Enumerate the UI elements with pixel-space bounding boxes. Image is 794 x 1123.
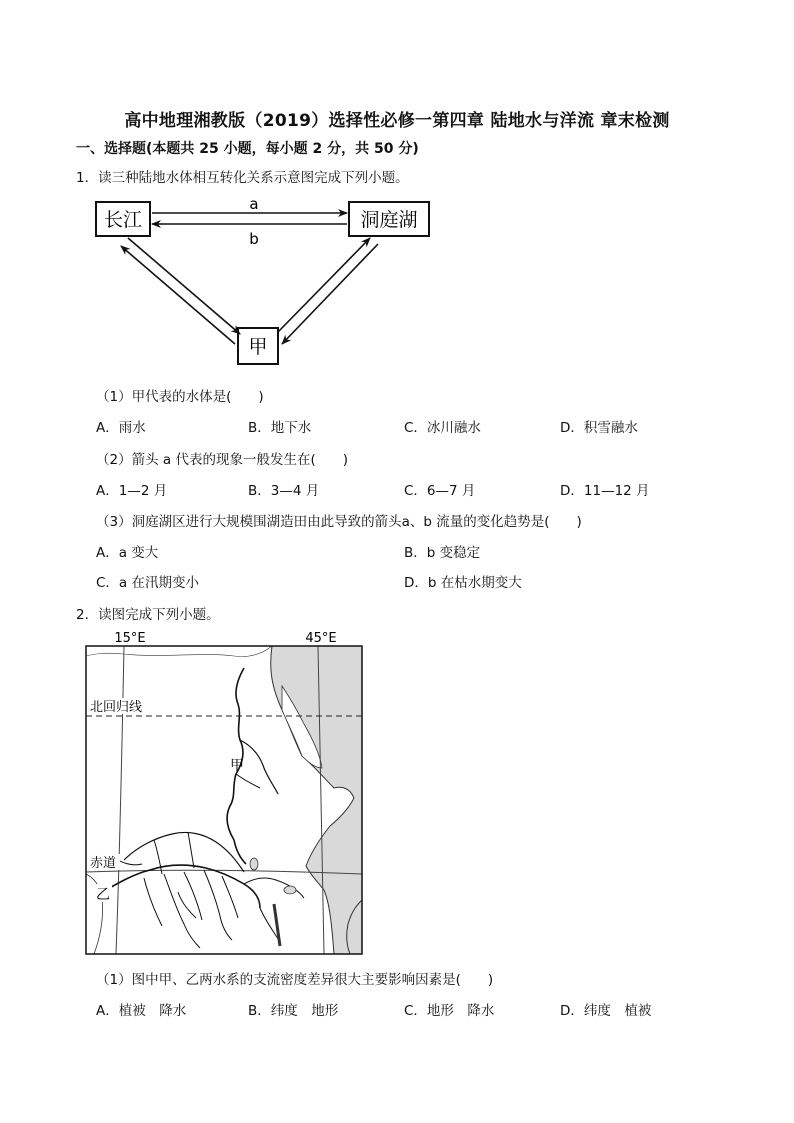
q1-sub1-option-a[interactable]: A．雨水 xyxy=(96,420,146,436)
q1-sub3-option-d[interactable]: D．b 在枯水期变大 xyxy=(404,575,522,591)
q1-sub1-option-b[interactable]: B．地下水 xyxy=(248,420,312,436)
q2-sub1-option-b[interactable]: B．纬度 地形 xyxy=(248,1003,339,1019)
arrow-jia-to-changjiang xyxy=(121,246,235,344)
lon-15e-label: 15°E xyxy=(114,631,146,646)
question-2-stem: 2．读图完成下列小题。 xyxy=(76,607,220,623)
q1-sub1-stem: （1）甲代表的水体是( ) xyxy=(96,389,264,405)
river-jia-label: 甲 xyxy=(230,758,244,774)
arrow-a-label: a xyxy=(249,195,259,213)
question-1-stem: 1．读三种陆地水体相互转化关系示意图完成下列小题。 xyxy=(76,170,409,186)
q2-sub1-option-a[interactable]: A．植被 降水 xyxy=(96,1003,187,1019)
label-changjiang: 长江 xyxy=(103,209,143,231)
q1-sub3-option-a[interactable]: A．a 变大 xyxy=(96,545,159,561)
q1-sub2-option-d[interactable]: D．11—12 月 xyxy=(560,483,650,499)
equator-label: 赤道 xyxy=(90,856,117,871)
q1-sub3-stem: （3）洞庭湖区进行大规模围湖造田由此导致的箭头a、b 流量的变化趋势是( ) xyxy=(96,514,582,530)
label-jia: 甲 xyxy=(248,336,268,358)
section-heading: 一、选择题(本题共 25 小题，每小题 2 分，共 50 分) xyxy=(76,141,419,157)
q1-sub2-stem: （2）箭头 a 代表的现象一般发生在( ) xyxy=(96,452,348,468)
q1-sub2-option-b[interactable]: B．3—4 月 xyxy=(248,483,320,499)
arrow-b-label: b xyxy=(249,230,259,248)
q1-sub1-option-d[interactable]: D．积雪融水 xyxy=(560,420,638,436)
tropic-label: 北回归线 xyxy=(90,700,143,715)
q2-sub1-option-c[interactable]: C．地形 降水 xyxy=(404,1003,495,1019)
q1-sub3-option-c[interactable]: C．a 在汛期变小 xyxy=(96,575,199,591)
lon-45e-label: 45°E xyxy=(305,631,337,646)
arrow-changjiang-to-jia xyxy=(128,238,240,334)
water-transformation-diagram xyxy=(90,192,440,372)
page-title: 高中地理湘教版（2019）选择性必修一第四章 陆地水与洋流 章末检测 xyxy=(124,111,670,131)
q2-sub1-stem: （1）图中甲、乙两水系的支流密度差异很大主要影响因素是( ) xyxy=(96,972,494,988)
q2-sub1-option-d[interactable]: D．纬度 植被 xyxy=(560,1003,652,1019)
africa-river-map xyxy=(84,628,368,958)
q1-sub2-option-c[interactable]: C．6—7 月 xyxy=(404,483,476,499)
river-yi-label: 乙 xyxy=(96,887,110,903)
q1-sub2-option-a[interactable]: A．1—2 月 xyxy=(96,483,168,499)
arrow-jia-to-dongtinghu xyxy=(278,238,370,332)
q1-sub3-option-b[interactable]: B．b 变稳定 xyxy=(404,545,481,561)
arrow-dongtinghu-to-jia xyxy=(282,244,378,344)
q1-sub1-option-c[interactable]: C．冰川融水 xyxy=(404,420,481,436)
label-dongtinghu: 洞庭湖 xyxy=(360,209,418,231)
